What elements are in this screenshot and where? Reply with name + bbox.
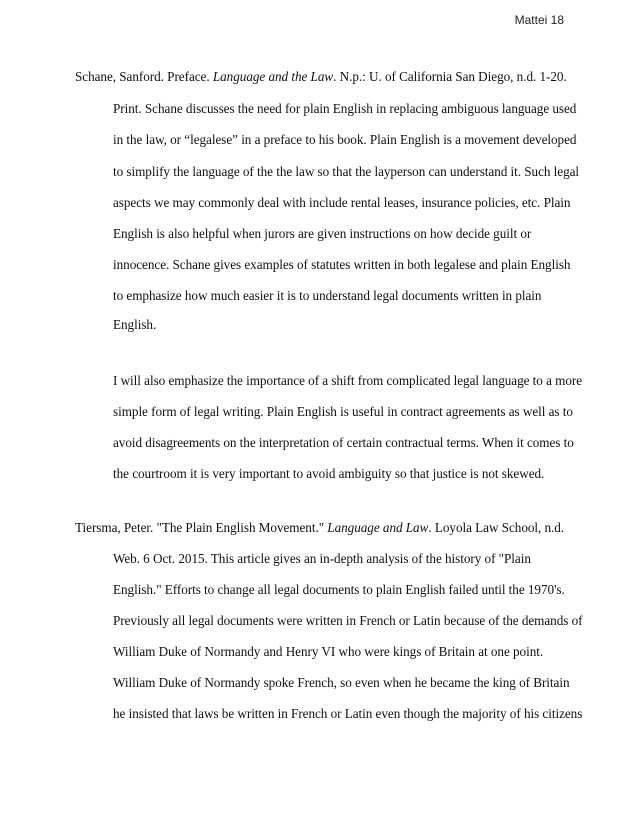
citation-author: Tiersma, Peter. "The Plain English Movement." (75, 520, 328, 535)
annotation-line: aspects we may commonly deal with include rental leases, insurance policies, etc. Plain (113, 195, 571, 210)
citation-first-line (75, 520, 564, 536)
annotation-line: English. (113, 317, 157, 332)
citation-publication: . Loyola Law School, n.d. (428, 520, 565, 535)
note-line: I will also emphasize the importance of a shift from complicated legal language to a more (113, 373, 583, 388)
annotation-line: innocence. Schane gives examples of statutes written in both legalese and plain English (113, 257, 571, 272)
citation-first-line (75, 69, 567, 85)
citation-title: Language and the Law (212, 69, 334, 84)
note-line: avoid disagreements on the interpretation of certain contractual terms. When it comes to (113, 435, 574, 450)
citation-author: Schane, Sanford. Preface. (75, 69, 213, 84)
annotation-line: he insisted that laws be written in French or Latin even though the majority of his citizens (113, 706, 583, 721)
annotation-line: to simplify the language of the the law so that the layperson can understand it. Such legal (113, 164, 580, 179)
annotation-line: English." Efforts to change all legal documents to plain English failed until the 1970's. (113, 582, 565, 597)
annotation-line: Print. Schane discusses the need for plain English in replacing ambiguous language used (113, 101, 577, 116)
running-head: Mattei 18 (514, 13, 564, 27)
annotation-line: in the law, or “legalese” in a preface to his book. Plain English is a movement developed (113, 132, 577, 147)
annotation-line: William Duke of Normandy and Henry VI who were kings of Britain at one point. (113, 644, 544, 659)
annotation-line: to emphasize how much easier it is to understand legal documents written in plain (113, 288, 542, 303)
annotation-line: English is also helpful when jurors are given instructions on how decide guilt or (113, 226, 532, 241)
note-line: simple form of legal writing. Plain English is useful in contract agreements as well as to (113, 404, 573, 419)
annotation-line: William Duke of Normandy spoke French, so even when he became the king of Britain (113, 675, 570, 690)
annotation-line: Web. 6 Oct. 2015. This article gives an in-depth analysis of the history of "Plain (113, 551, 531, 566)
citation-publication: . N.p.: U. of California San Diego, n.d. 1-20. (333, 69, 567, 84)
annotation-line: Previously all legal documents were written in French or Latin because of the demands of (113, 613, 583, 628)
note-line: the courtroom it is very important to avoid ambiguity so that justice is not skewed. (113, 466, 545, 481)
citation-title: Language and Law (327, 520, 429, 535)
